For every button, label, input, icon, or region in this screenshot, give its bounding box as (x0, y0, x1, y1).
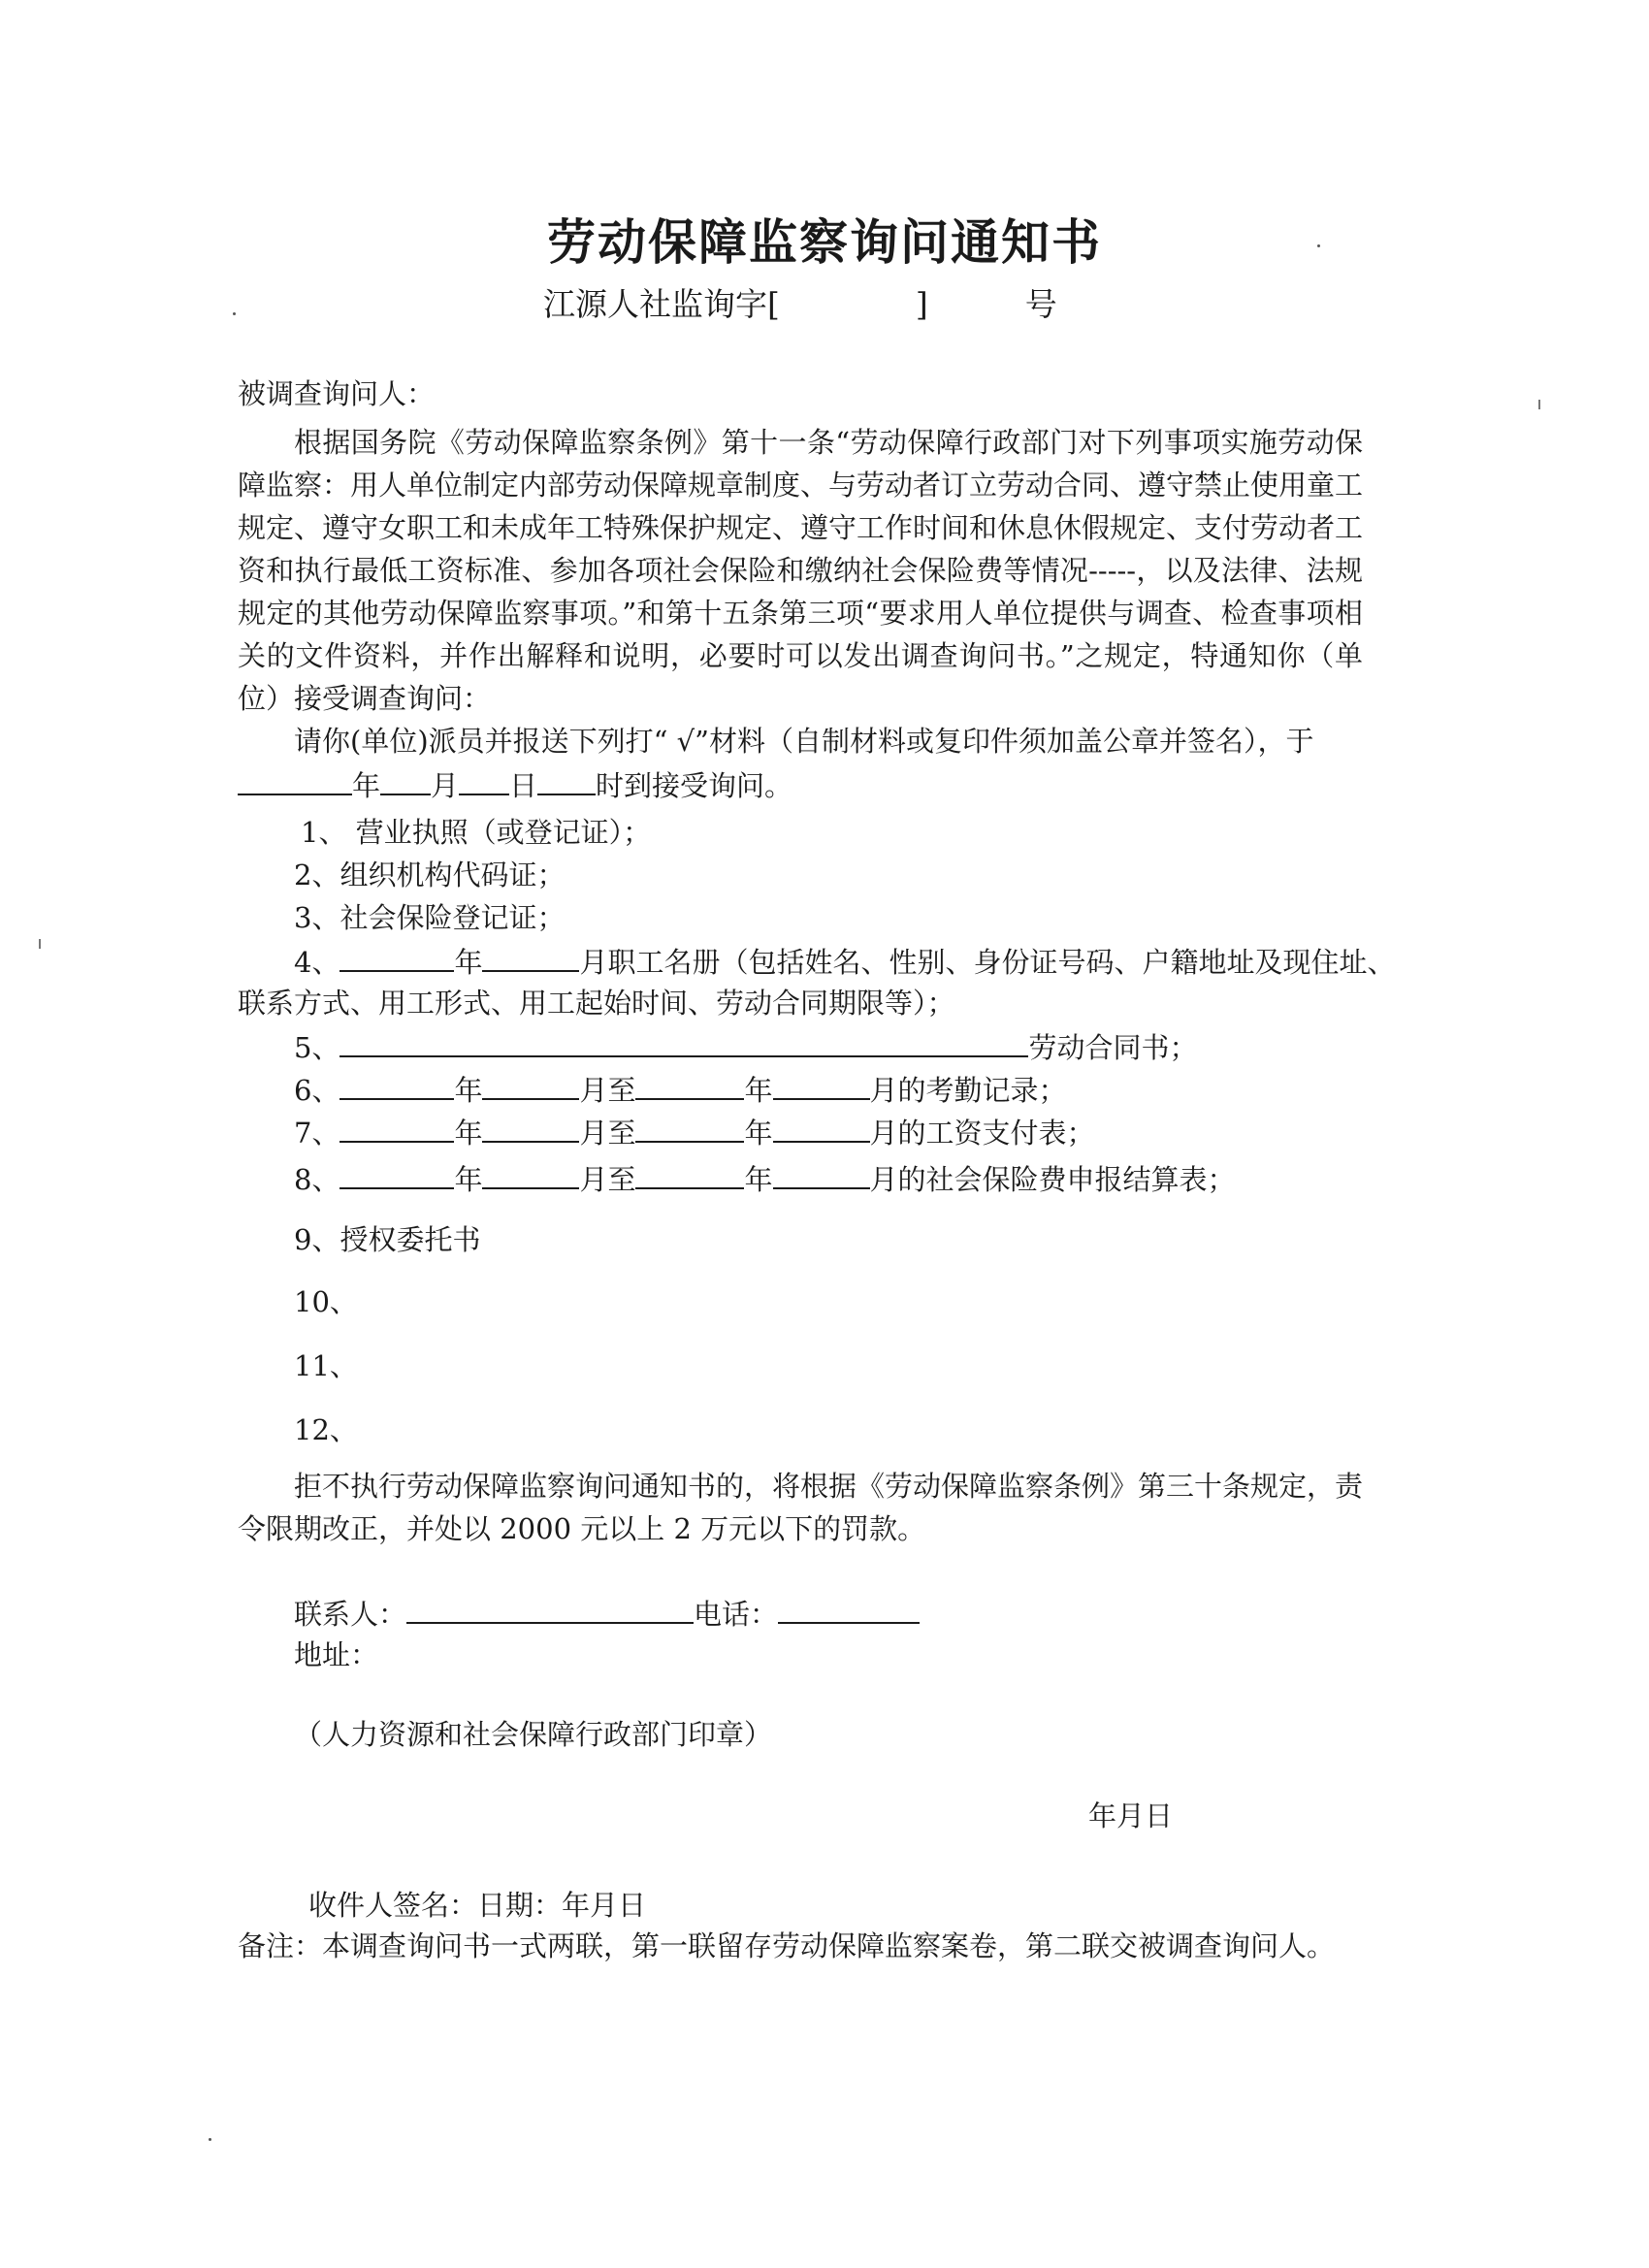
document-number-prefix: 江源人社监询字[ (543, 285, 780, 323)
end-month-blank[interactable] (773, 1067, 870, 1100)
list-item-6: 6、 年 月至 年 月的考勤记录； (294, 1067, 1067, 1112)
contract-blank[interactable] (340, 1024, 1028, 1057)
year-blank[interactable] (238, 762, 352, 795)
list-item-8: 8、 年 月至 年 月的社会保险费申报结算表； (294, 1156, 1236, 1201)
list-item-2: 2、组织机构代码证； (294, 859, 566, 891)
document-number-suffix: 号 (1024, 285, 1057, 323)
list-item-11: 11、 (294, 1349, 358, 1382)
roster-year-blank[interactable] (340, 939, 454, 972)
month-blank[interactable] (380, 762, 431, 795)
list-item-5: 5、 劳动合同书； (294, 1024, 1197, 1069)
addressee-label: 被调查询问人： (238, 377, 436, 410)
roster-month-blank[interactable] (482, 939, 579, 972)
list-item-7: 7、 年 月至 年 月的工资支付表； (294, 1110, 1095, 1154)
hour-blank[interactable] (537, 762, 596, 795)
end-year-blank[interactable] (635, 1110, 744, 1143)
document-number (543, 279, 1057, 325)
contact-person-blank[interactable] (406, 1591, 694, 1624)
end-month-blank[interactable] (773, 1156, 870, 1189)
scan-speck (209, 2138, 211, 2141)
day-blank[interactable] (459, 762, 509, 795)
penalty-paragraph: 拒不执行劳动保障监察询问通知书的，将根据《劳动保障监察条例》第三十条规定，责令限期改正，并处以 2000 元以上 2 万元以下的罚款。 (238, 1470, 1364, 1545)
scan-mark (1538, 400, 1540, 409)
request-paragraph: 请你(单位)派员并报送下列打“ √”材料（自制材料或复印件须加盖公章并签名），于 (294, 725, 1314, 758)
list-item-12: 12、 (294, 1413, 358, 1446)
receiver-signature-line: 收件人签名：日期：年月日 (308, 1889, 647, 1922)
end-year-blank[interactable] (635, 1067, 744, 1100)
start-year-blank[interactable] (340, 1156, 454, 1189)
appointment-time-line: 年 月 日 时到接受询问。 (238, 762, 792, 807)
start-month-blank[interactable] (482, 1067, 579, 1100)
address-label: 地址： (294, 1638, 379, 1671)
start-month-blank[interactable] (482, 1156, 579, 1189)
list-item-4-continued: 联系方式、用工形式、用工起始时间、劳动合同期限等）； (238, 987, 955, 1020)
start-year-blank[interactable] (340, 1067, 454, 1100)
contact-line: 联系人： 电话： (294, 1591, 920, 1636)
start-year-blank[interactable] (340, 1110, 454, 1143)
scan-mark (39, 939, 41, 949)
document-number-bracket: ] (915, 285, 928, 323)
end-month-blank[interactable] (773, 1110, 870, 1143)
list-item-1: 1、 营业执照（或登记证）； (301, 816, 652, 849)
remark-note: 备注：本调查询问书一式两联，第一联留存劳动保障监察案卷，第二联交被调查询问人。 (238, 1929, 1336, 1962)
end-year-blank[interactable] (635, 1156, 744, 1189)
list-item-9: 9、授权委托书 (294, 1223, 481, 1256)
legal-basis-paragraph: 根据国务院《劳动保障监察条例》第十一条“劳动保障行政部门对下列事项实施劳动保障监察：用人单位制定内部劳动保障规章制度、与劳动者订立劳动合同、遵守禁止使用童工规定、遵守女职工和未成年工特殊保护规定、遵守工作时间和休息休假规定、支付劳动者工资和执行最低工资标准、参加各项社会保险和缴纳社会保险费等情况-----，以及法律、法规规定的其他劳动保障监察事项。”和第十五条第三项“要求用人单位提供与调查、检查事项相关的文件资料，并作出解释和说明，必要时可以发出调查询问书。”之规定，特通知你（单位）接受调查询问： (238, 426, 1364, 715)
start-month-blank[interactable] (482, 1110, 579, 1143)
issue-date: 年月日 (1088, 1799, 1174, 1832)
list-item-4: 4、 年 月职工名册（包括姓名、性别、身份证号码、户籍地址及现住址、 (294, 939, 1395, 984)
document-title: 劳动保障监察询问通知书 (547, 213, 1102, 271)
phone-blank[interactable] (778, 1591, 920, 1624)
seal-caption: （人力资源和社会保障行政部门印章） (294, 1718, 773, 1751)
scan-speck (233, 312, 236, 315)
list-item-3: 3、社会保险登记证； (294, 901, 566, 934)
list-item-10: 10、 (294, 1285, 358, 1318)
scan-speck (1317, 244, 1320, 247)
